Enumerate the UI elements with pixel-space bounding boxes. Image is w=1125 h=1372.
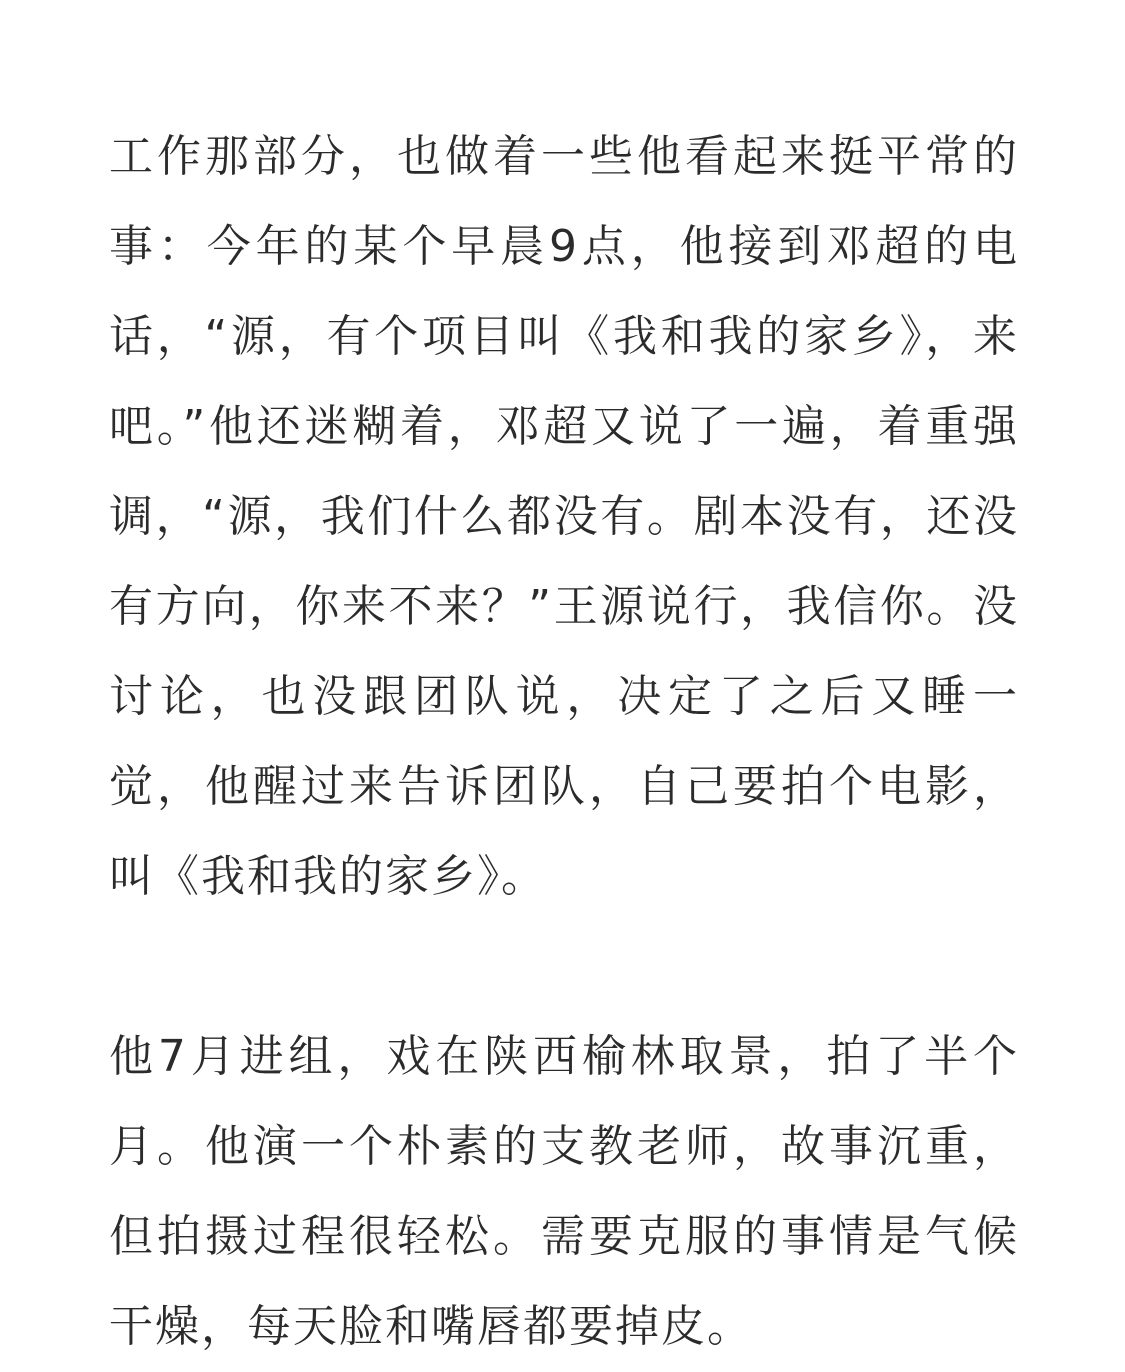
article-body — [109, 112, 1019, 1372]
paragraph-2: 他7月进组，戏在陕西榆林取景，拍了半个月。他演一个朴素的支教老师，故事沉重，但拍摄过程很轻松。需要克服的事情是气候干燥，每天脸和嘴唇都要掉皮。 — [109, 1031, 1019, 1352]
paragraph-1: 工作那部分，也做着一些他看起来挺平常的事：今年的某个早晨9点，他接到邓超的电话，“源，有个项目叫《我和我的家乡》，来吧。”他还迷糊着，邓超又说了一遍，着重强调，“源，我们什么都没有。剧本没有，还没有方向，你来不来？”王源说行，我信你。没讨论，也没跟团队说，决定了之后又睡一觉，他醒过来告诉团队，自己要拍个电影，叫《我和我的家乡》。 — [109, 131, 1019, 902]
